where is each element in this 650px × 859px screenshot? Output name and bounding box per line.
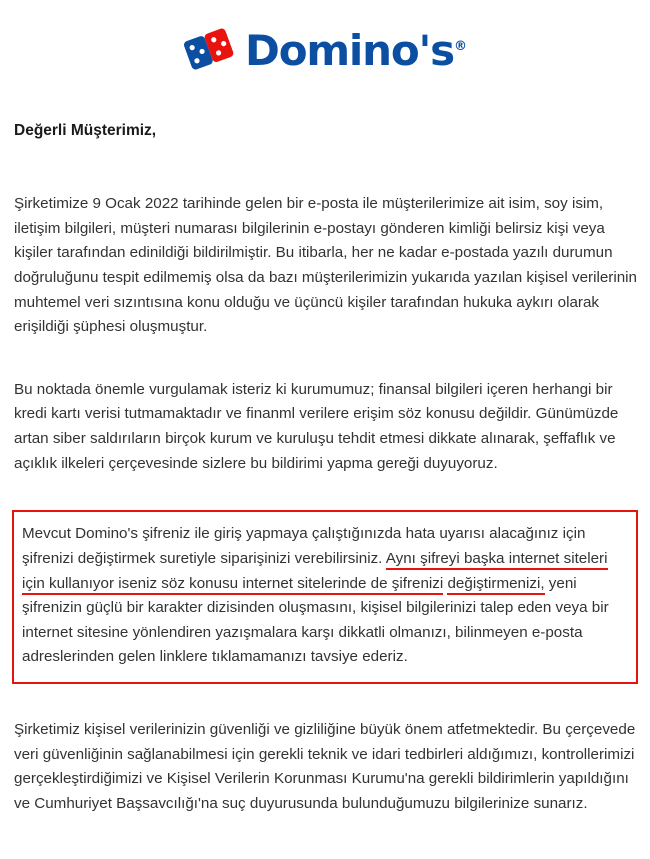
salutation: Değerli Müşterimiz,: [14, 122, 157, 139]
notice-underlined-one: Aynı şifreyi başka internet siteleri için kullanıyor iseniz söz konusu internet sitelerinde de şifrenizi: [22, 550, 608, 595]
highlighted-notice-box: [12, 510, 638, 684]
brand-wordmark: [245, 26, 467, 75]
brand-header: [12, 0, 638, 100]
notice-underlined-two: değiştirmenizi,: [447, 575, 544, 595]
registered-mark: ®: [453, 39, 467, 54]
paragraph-four: Şirketimiz kişisel verilerinizin güvenliği ve gizliliğine büyük önem atfetmektedir. Bu çerçevede veri güvenliğinin sağlanabilmesi için gerekli teknik ve idari tedbirleri aldığımızı, kontrollerimizi gerçekleştirdiğimizi ve Kişisel Verilerin Korunması Kurumu'na gerekli bildirimlerin yapıldığını ve Cumhuriyet Başsavcılığı'na suç duyurusunda bulunduğumuzu bilgilerinize sunarız.: [14, 721, 636, 812]
notice-text-part-one: Mevcut Domino's şifreniz ile giriş yapmaya çalıştığınızda hata uyarısı alacağınız için şifrenizi değiştirmek suretiyle siparişinizi verebilirsiniz.: [22, 525, 586, 567]
paragraph-four-block: [12, 718, 638, 817]
paragraph-two: Bu noktada önemle vurgulamak isteriz ki kurumumuz; finansal bilgileri içeren herhangi bir kredi kartı verisi tutmamaktadır ve finanml verilere erişim söz konusu değildir. Günümüzde artan siber saldırıların birçok kurum ve kuruluşu tehdit etmesi dikkate alınarak, şeffaflık ve açıklık ilkeleri çerçevesinde sizlere bu bildirimi yapma gereği duyuyoruz.: [14, 380, 619, 472]
brand-wordmark-text: Domino's: [245, 26, 454, 75]
highlighted-notice-text: [22, 522, 626, 670]
paragraph-one: Şirketimize 9 Ocak 2022 tarihinde gelen bir e-posta ile müşterilerimize ait isim, soy isim, iletişim bilgileri, müşteri numarası bilgilerinin e-postayı gönderen kimliği belirsiz kişi veya kişiler tarafından edinildiği bildirilmiştir. Bu itibarla, her ne kadar e-postada yazılı durumun doğruluğunu tespit edilmemiş olsa da bazı müşterilerimizin yukarıda yazılan kişisel verilerinin muhtemel veri sızıntısına konu olduğu ve üçüncü kişiler tarafından hukuka aykırı olarak erişildiği şüphesi oluşmuştur.: [14, 195, 637, 336]
dominos-logo-icon: [183, 28, 235, 72]
notice-text-part-two: yeni şifrenizin güçlü bir karakter dizisinden oluşmasını, kişisel bilgilerinizi talep eden veya bir internet sitesine yönlendiren yazışmalara karşı dikkatli olmanızı, bilinmeyen e-posta adreslerinden gelen linklere tıklamamanızı tavsiye ederiz.: [22, 574, 609, 666]
